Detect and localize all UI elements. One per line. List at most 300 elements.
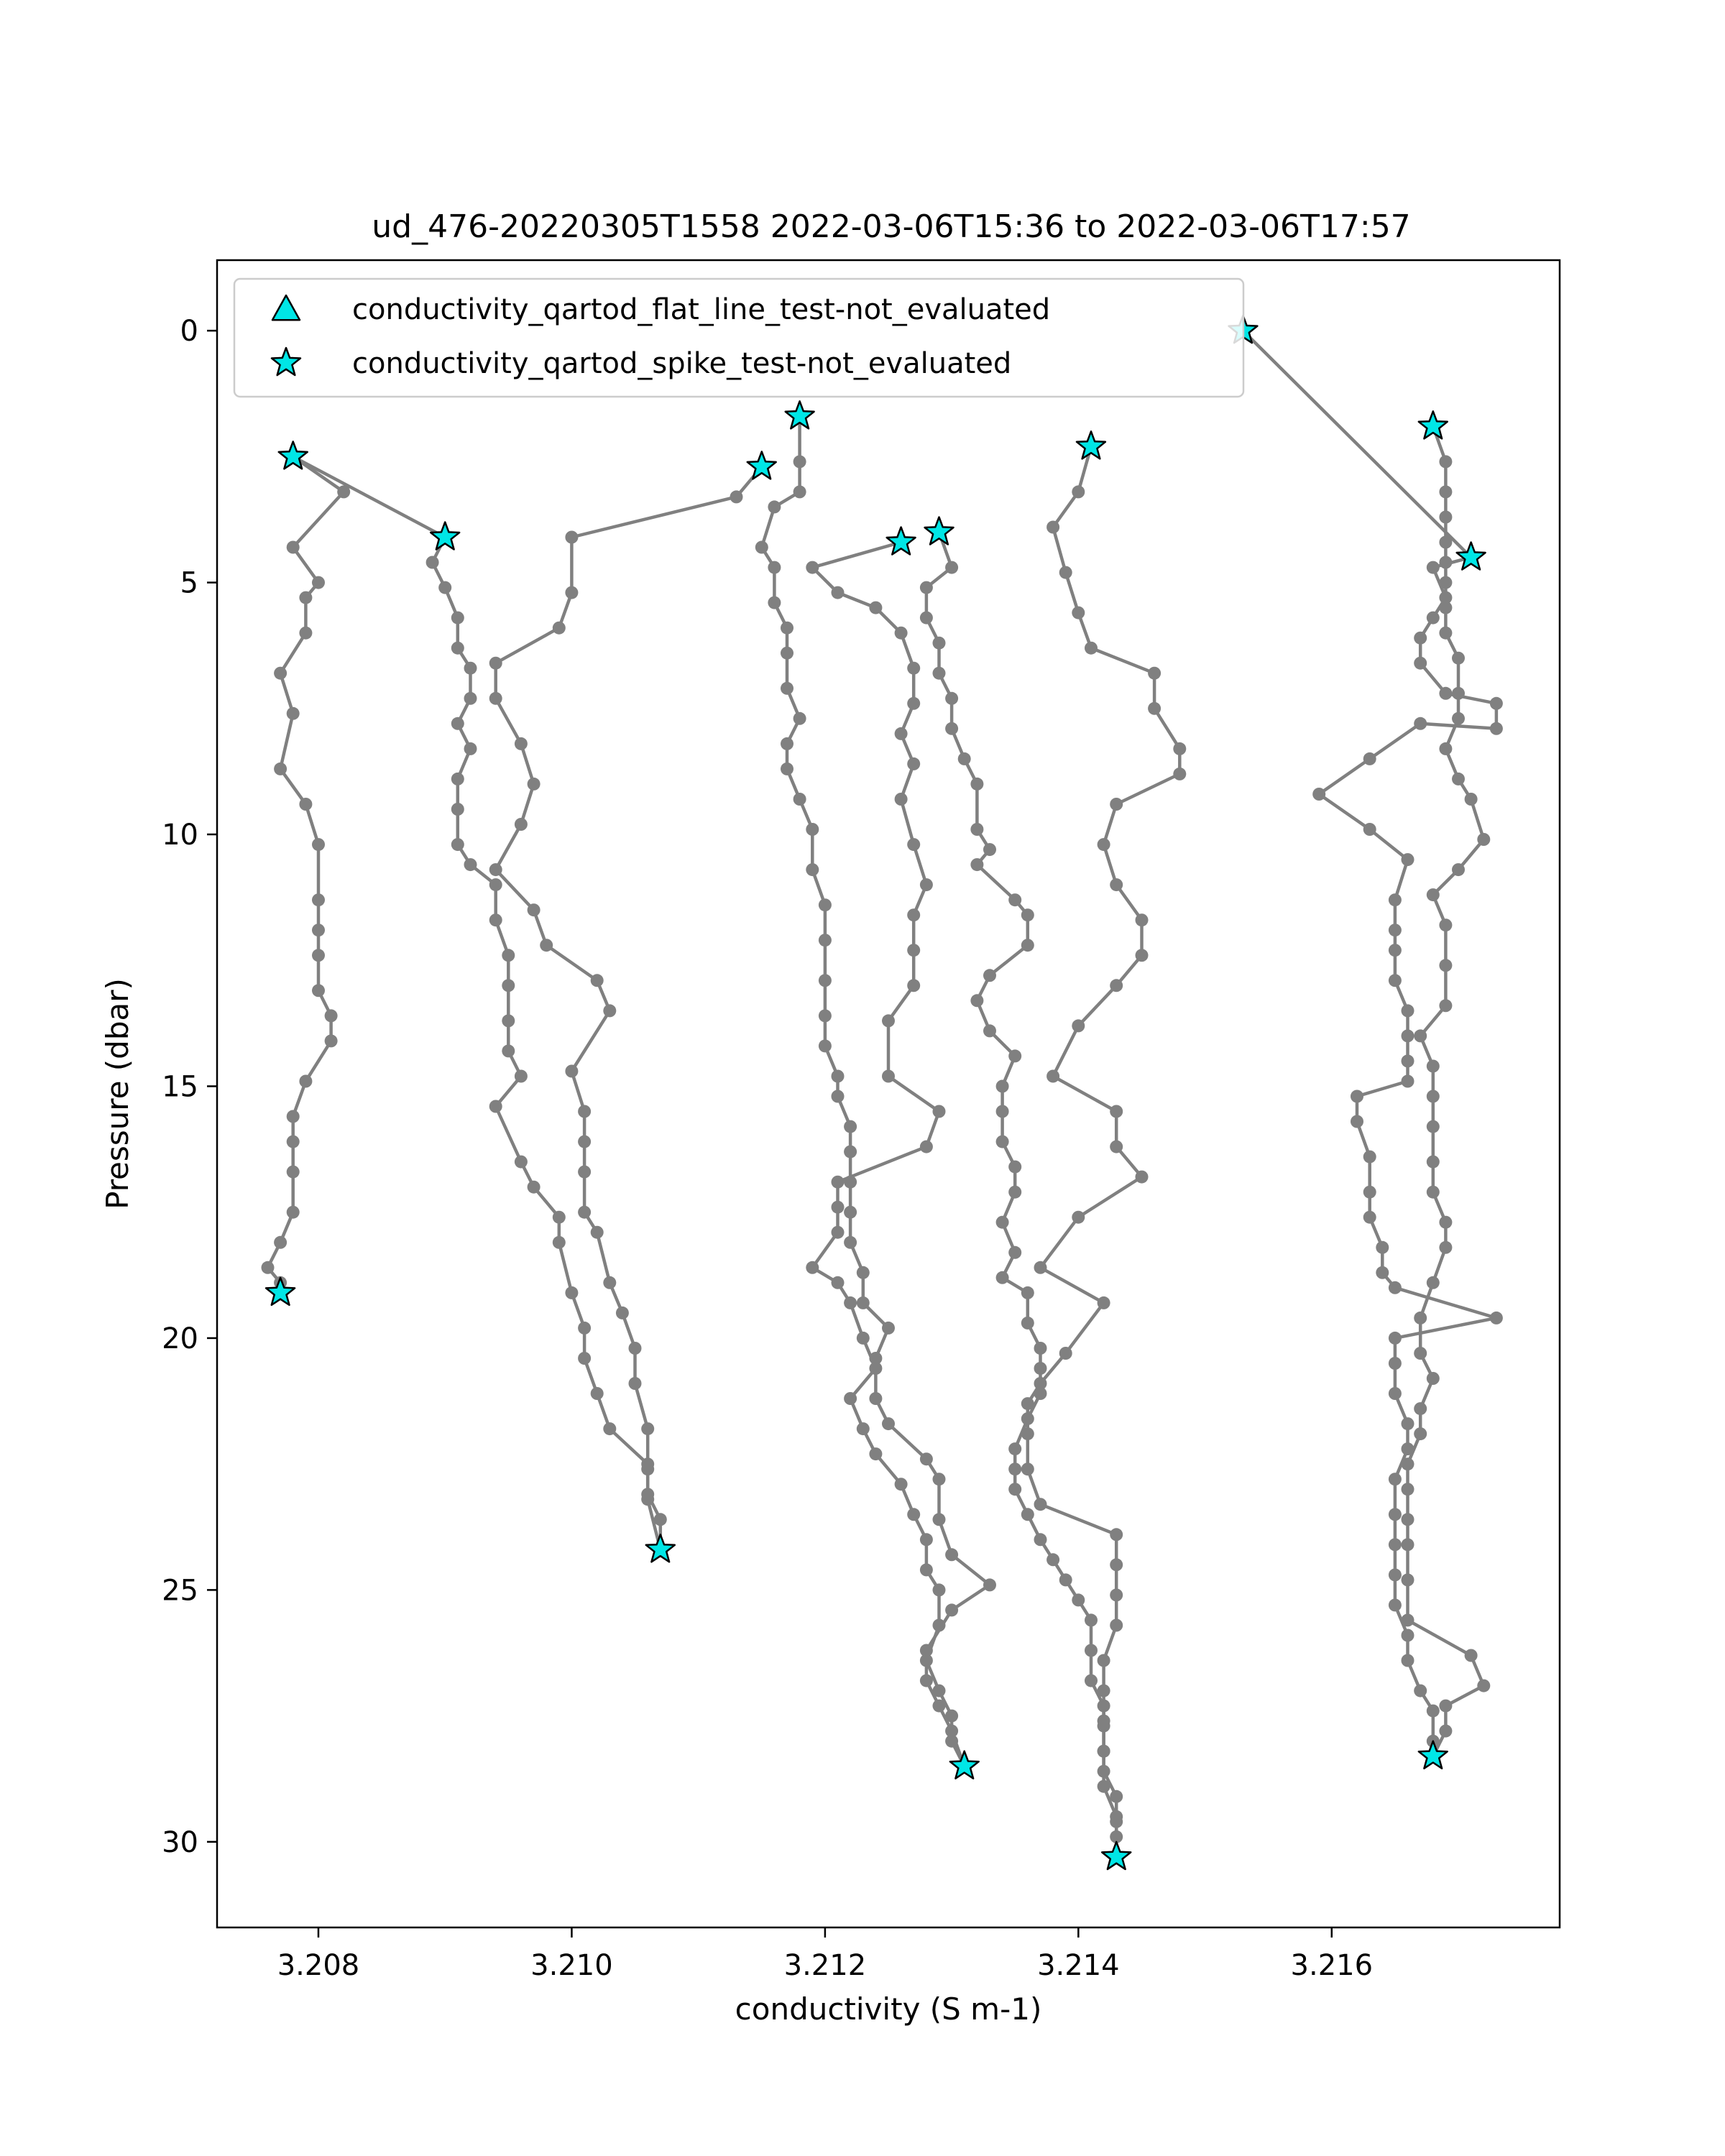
data-point	[464, 692, 477, 705]
data-point	[819, 934, 832, 946]
y-tick-label: 25	[162, 1574, 198, 1608]
data-point	[832, 1276, 845, 1289]
data-point	[553, 1236, 566, 1249]
data-point	[1046, 521, 1059, 534]
data-point	[553, 622, 566, 635]
data-point	[1008, 1246, 1021, 1259]
data-point	[983, 1024, 996, 1037]
data-point	[312, 576, 325, 589]
data-point	[274, 667, 287, 680]
data-point	[1376, 1266, 1389, 1279]
data-point	[591, 1226, 604, 1239]
data-point	[325, 1009, 338, 1022]
data-point	[1439, 959, 1452, 972]
y-axis-label: Pressure (dbar)	[100, 978, 135, 1210]
data-point	[1414, 1402, 1427, 1415]
x-axis-label: conductivity (S m-1)	[735, 1991, 1042, 2027]
data-point	[983, 843, 996, 856]
data-point	[1414, 632, 1427, 645]
legend-entry-label: conductivity_qartod_flat_line_test-not_evaluated	[352, 293, 1051, 326]
data-point	[578, 1105, 591, 1118]
data-point	[287, 707, 300, 720]
data-point	[1008, 1483, 1021, 1496]
data-point	[933, 1105, 946, 1118]
data-point	[1021, 1427, 1034, 1440]
data-point	[629, 1342, 642, 1355]
data-point	[1389, 893, 1402, 906]
data-point	[299, 798, 312, 811]
data-point	[274, 1236, 287, 1249]
data-point	[1414, 1312, 1427, 1325]
data-point	[489, 863, 502, 876]
data-point	[832, 1070, 845, 1083]
data-point	[1098, 838, 1110, 851]
data-point	[970, 823, 983, 836]
data-point	[819, 898, 832, 911]
data-point	[1034, 1533, 1047, 1546]
data-point	[1059, 1347, 1072, 1360]
data-point	[907, 697, 920, 710]
data-point	[1389, 1538, 1402, 1551]
data-point	[578, 1206, 591, 1219]
data-point	[1389, 1281, 1402, 1294]
data-point	[1098, 1780, 1110, 1793]
legend-entry-label: conductivity_qartod_spike_test-not_evaluated	[352, 347, 1012, 380]
x-tick-label: 3.214	[1037, 1949, 1120, 1982]
data-point	[1427, 1186, 1440, 1199]
data-point	[945, 692, 958, 705]
data-point	[1427, 561, 1440, 574]
data-point	[578, 1135, 591, 1148]
data-point	[781, 622, 794, 635]
data-point	[819, 1009, 832, 1022]
data-point	[907, 662, 920, 675]
data-point	[1085, 1674, 1098, 1687]
data-point	[502, 949, 515, 962]
data-point	[1008, 1049, 1021, 1062]
data-point	[895, 1478, 908, 1491]
data-point	[806, 823, 819, 836]
data-point	[768, 596, 781, 609]
data-point	[1034, 1342, 1047, 1355]
data-point	[1098, 1685, 1110, 1697]
data-point	[1439, 687, 1452, 700]
data-point	[1021, 1412, 1034, 1425]
data-point	[1402, 1054, 1414, 1067]
data-point	[907, 908, 920, 921]
data-point	[1034, 1261, 1047, 1274]
data-point	[1439, 455, 1452, 468]
chart-title: ud_476-20220305T1558 2022-03-06T15:36 to 2022-03-06T17:57	[372, 208, 1411, 245]
data-point	[933, 1685, 946, 1697]
data-point	[1427, 1372, 1440, 1385]
data-point	[1402, 1029, 1414, 1042]
data-point	[945, 561, 958, 574]
data-point	[996, 1135, 1009, 1148]
data-point	[629, 1377, 642, 1390]
data-point	[1427, 1156, 1440, 1169]
data-point	[832, 1201, 845, 1214]
data-point	[1452, 652, 1465, 665]
data-point	[907, 944, 920, 957]
data-point	[1439, 1700, 1452, 1713]
data-point	[641, 1462, 654, 1475]
data-point	[933, 1513, 946, 1526]
data-point	[1465, 793, 1478, 806]
data-point	[1008, 1161, 1021, 1174]
data-point	[907, 838, 920, 851]
data-point	[1439, 576, 1452, 589]
data-point	[299, 1075, 312, 1088]
data-point	[1072, 1019, 1085, 1032]
data-point	[1021, 1317, 1034, 1330]
data-point	[819, 1039, 832, 1052]
data-point	[299, 627, 312, 640]
data-point	[1085, 642, 1098, 655]
data-point	[1402, 1483, 1414, 1496]
data-point	[528, 1181, 540, 1194]
data-point	[768, 561, 781, 574]
data-point	[489, 1100, 502, 1113]
data-point	[325, 1034, 338, 1047]
data-point	[312, 838, 325, 851]
data-point	[1439, 536, 1452, 549]
data-point	[1059, 1573, 1072, 1586]
x-tick-label: 3.208	[277, 1949, 360, 1982]
data-point	[1389, 1473, 1402, 1485]
y-tick-label: 30	[162, 1825, 198, 1859]
data-point	[1173, 768, 1186, 780]
data-point	[1110, 878, 1123, 891]
data-point	[857, 1296, 870, 1309]
data-point	[844, 1120, 857, 1133]
data-point	[1490, 697, 1503, 710]
data-point	[603, 1422, 616, 1435]
data-point	[299, 591, 312, 604]
data-point	[857, 1332, 870, 1345]
data-point	[1021, 1286, 1034, 1299]
data-point	[882, 1417, 895, 1430]
data-point	[1477, 833, 1490, 846]
data-point	[933, 637, 946, 650]
data-point	[1402, 1457, 1414, 1470]
data-point	[794, 455, 806, 468]
data-point	[1439, 485, 1452, 498]
data-point	[1110, 1790, 1123, 1803]
data-point	[895, 727, 908, 740]
data-point	[1110, 1141, 1123, 1153]
data-point	[654, 1513, 667, 1526]
data-point	[1046, 1553, 1059, 1566]
data-point	[895, 627, 908, 640]
data-point	[768, 500, 781, 513]
data-point	[451, 612, 464, 625]
data-point	[794, 485, 806, 498]
data-point	[1085, 1644, 1098, 1657]
data-point	[983, 969, 996, 982]
data-point	[1363, 1151, 1376, 1164]
data-point	[603, 1004, 616, 1017]
data-point	[996, 1080, 1009, 1093]
data-point	[616, 1307, 629, 1319]
data-point	[578, 1166, 591, 1179]
data-point	[945, 1548, 958, 1561]
data-point	[1389, 1357, 1402, 1370]
data-point	[1072, 485, 1085, 498]
data-point	[262, 1261, 275, 1274]
data-point	[920, 1674, 933, 1687]
data-point	[1148, 702, 1161, 715]
data-point	[1072, 607, 1085, 619]
data-point	[920, 1141, 933, 1153]
data-point	[1389, 923, 1402, 936]
data-point	[1098, 1745, 1110, 1758]
data-point	[1034, 1498, 1047, 1511]
data-point	[869, 1447, 882, 1460]
data-point	[819, 974, 832, 987]
data-point	[794, 712, 806, 725]
data-point	[882, 1322, 895, 1335]
data-point	[451, 717, 464, 730]
data-point	[970, 778, 983, 791]
data-point	[489, 657, 502, 670]
data-point	[933, 667, 946, 680]
y-tick-label: 5	[180, 566, 198, 600]
x-tick-label: 3.210	[530, 1949, 613, 1982]
y-tick-label: 0	[180, 315, 198, 349]
data-point	[312, 923, 325, 936]
data-point	[945, 722, 958, 735]
data-point	[844, 1296, 857, 1309]
data-point	[1363, 823, 1376, 836]
data-point	[844, 1392, 857, 1405]
data-point	[1021, 1462, 1034, 1475]
data-point	[1110, 798, 1123, 811]
data-point	[1402, 1573, 1414, 1586]
data-point	[565, 1286, 578, 1299]
data-point	[1008, 893, 1021, 906]
data-point	[806, 561, 819, 574]
data-point	[1465, 1649, 1478, 1662]
data-point	[1414, 1427, 1427, 1440]
data-point	[565, 586, 578, 599]
data-point	[1136, 949, 1149, 962]
data-point	[1439, 1216, 1452, 1229]
legend	[234, 279, 1243, 397]
data-point	[1427, 1120, 1440, 1133]
data-point	[287, 1206, 300, 1219]
data-point	[1402, 1417, 1414, 1430]
data-point	[515, 1156, 528, 1169]
data-point	[1414, 657, 1427, 670]
data-point	[502, 1014, 515, 1027]
data-point	[933, 1619, 946, 1632]
data-point	[1402, 1075, 1414, 1088]
data-point	[1389, 1598, 1402, 1611]
data-point	[1312, 788, 1325, 801]
data-point	[312, 949, 325, 962]
data-point	[1110, 1810, 1123, 1823]
data-point	[1427, 1276, 1440, 1289]
data-point	[1110, 1588, 1123, 1601]
data-point	[1085, 1613, 1098, 1626]
data-point	[920, 1654, 933, 1667]
data-point	[869, 1362, 882, 1375]
data-point	[1402, 1004, 1414, 1017]
data-point	[844, 1206, 857, 1219]
data-point	[438, 581, 451, 594]
data-point	[489, 878, 502, 891]
data-point	[641, 1422, 654, 1435]
data-point	[1427, 612, 1440, 625]
data-point	[337, 485, 350, 498]
data-point	[426, 556, 439, 569]
data-point	[970, 858, 983, 871]
data-point	[730, 490, 743, 503]
data-point	[287, 1135, 300, 1148]
data-point	[983, 1578, 996, 1591]
data-point	[451, 838, 464, 851]
data-point	[1439, 511, 1452, 524]
data-point	[1021, 1508, 1034, 1521]
data-point	[920, 1563, 933, 1576]
y-tick-label: 15	[162, 1070, 198, 1104]
data-point	[882, 1070, 895, 1083]
data-point	[1110, 979, 1123, 992]
data-point	[1427, 1705, 1440, 1718]
data-point	[1477, 1680, 1490, 1692]
data-point	[920, 581, 933, 594]
data-point	[641, 1493, 654, 1506]
data-point	[781, 682, 794, 695]
data-point	[996, 1271, 1009, 1284]
data-point	[1439, 742, 1452, 755]
data-point	[1098, 1715, 1110, 1728]
data-point	[920, 1452, 933, 1465]
data-point	[489, 913, 502, 926]
data-point	[1439, 918, 1452, 931]
data-point	[1034, 1362, 1047, 1375]
data-point	[1110, 1619, 1123, 1632]
data-point	[1402, 1654, 1414, 1667]
data-point	[591, 1387, 604, 1400]
data-point	[451, 642, 464, 655]
data-point	[1389, 1332, 1402, 1345]
data-point	[451, 773, 464, 786]
data-point	[1439, 1241, 1452, 1254]
data-point	[781, 737, 794, 750]
data-point	[1452, 773, 1465, 786]
data-point	[1110, 1528, 1123, 1541]
data-point	[578, 1322, 591, 1335]
data-point	[287, 541, 300, 554]
data-point	[1439, 556, 1452, 569]
data-point	[1034, 1377, 1047, 1390]
data-point	[1008, 1442, 1021, 1455]
data-point	[1351, 1115, 1363, 1128]
data-point	[832, 1226, 845, 1239]
data-point	[578, 1352, 591, 1365]
data-point	[1452, 687, 1465, 700]
data-point	[1363, 752, 1376, 765]
data-point	[1414, 717, 1427, 730]
data-point	[489, 692, 502, 705]
data-point	[1008, 1186, 1021, 1199]
data-point	[565, 531, 578, 544]
data-point	[1046, 1070, 1059, 1083]
data-point	[1439, 999, 1452, 1012]
data-point	[502, 1044, 515, 1057]
data-point	[1389, 1508, 1402, 1521]
data-point	[515, 1070, 528, 1083]
data-point	[781, 763, 794, 775]
data-point	[806, 863, 819, 876]
data-point	[920, 1533, 933, 1546]
data-point	[806, 1261, 819, 1274]
data-point	[781, 647, 794, 660]
data-point	[1452, 712, 1465, 725]
data-point	[958, 752, 971, 765]
data-point	[1021, 939, 1034, 952]
data-point	[794, 793, 806, 806]
data-point	[1389, 944, 1402, 957]
data-point	[844, 1236, 857, 1249]
data-point	[1402, 1613, 1414, 1626]
data-point	[1402, 853, 1414, 866]
data-point	[274, 763, 287, 775]
data-point	[1402, 1629, 1414, 1642]
data-point	[907, 979, 920, 992]
data-point	[1439, 627, 1452, 640]
data-point	[945, 1735, 958, 1748]
data-point	[945, 1710, 958, 1723]
data-point	[844, 1176, 857, 1189]
data-point	[1414, 1685, 1427, 1697]
data-point	[857, 1422, 870, 1435]
data-point	[1427, 1060, 1440, 1073]
data-point	[920, 612, 933, 625]
data-point	[1021, 1397, 1034, 1410]
data-point	[1402, 1513, 1414, 1526]
data-point	[312, 893, 325, 906]
data-point	[895, 793, 908, 806]
data-point	[945, 1603, 958, 1616]
data-point	[907, 757, 920, 770]
data-point	[933, 1473, 946, 1485]
data-point	[287, 1110, 300, 1123]
data-point	[1351, 1090, 1363, 1103]
data-point	[312, 984, 325, 997]
data-point	[1363, 1186, 1376, 1199]
data-point	[451, 803, 464, 816]
data-point	[1072, 1593, 1085, 1606]
x-tick-label: 3.212	[783, 1949, 867, 1982]
data-point	[1439, 602, 1452, 614]
data-point	[1402, 1538, 1414, 1551]
data-point	[515, 818, 528, 831]
data-point	[933, 1583, 946, 1596]
data-point	[1389, 1568, 1402, 1581]
data-point	[920, 878, 933, 891]
data-point	[1376, 1241, 1389, 1254]
data-point	[1059, 566, 1072, 579]
data-point	[464, 662, 477, 675]
data-point	[1110, 1105, 1123, 1118]
data-point	[970, 994, 983, 1007]
data-point	[869, 1392, 882, 1405]
data-point	[933, 1700, 946, 1713]
data-point	[528, 778, 540, 791]
